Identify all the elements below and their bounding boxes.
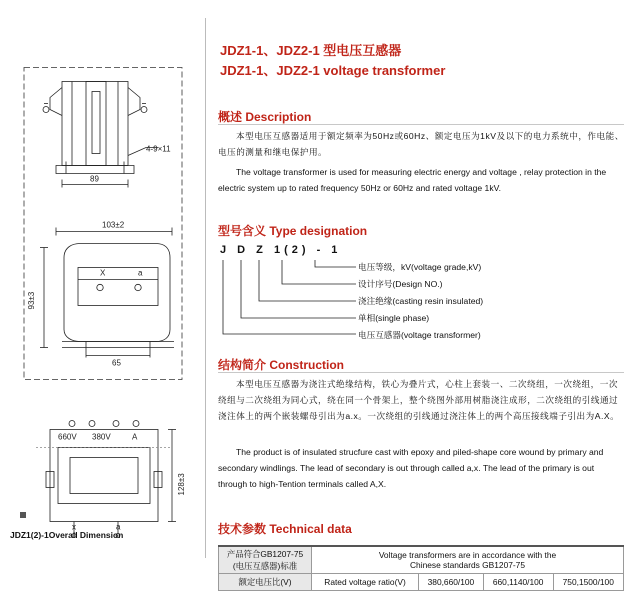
table-cell-sub-label: Rated voltage ratio(V): [312, 574, 419, 591]
dim-width-65: 65: [112, 358, 121, 368]
terminal-label-a: a: [138, 268, 143, 278]
dim-length-128: 128±3: [177, 473, 186, 496]
table-cell-value: 380,660/100: [419, 574, 484, 591]
side-view-drawing: [43, 82, 158, 188]
type-item-voltage-grade: 电压等级，kV(voltage grade,kV): [358, 262, 482, 272]
type-item-casting: 浇注绝缘(casting resin insulated): [358, 296, 484, 306]
table-cell-label: 额定电压比(V): [219, 574, 312, 591]
bottom-label-x: x: [72, 522, 76, 532]
dim-width-103: 103±2: [102, 220, 125, 230]
caption-bullet-icon: [20, 512, 26, 518]
table-row: [219, 574, 624, 591]
dim-width-89: 89: [90, 174, 99, 184]
type-item-single-phase: 单相(single phase): [358, 313, 430, 323]
type-code-leader-lines: [214, 250, 374, 346]
page-title-cn: JDZ1-1、JDZ2-1 型电压互感器: [220, 43, 402, 58]
technical-data-table: [218, 545, 624, 591]
type-item-vt: 电压互感器(voltage transformer): [358, 330, 481, 340]
description-text-en: The voltage transformer is used for measuring electric energy and voltage , relay protection in the electric system up to rated frequency 50Hz or 60Hz and rated voltage 1kV.: [218, 167, 607, 193]
type-code: J D Z 1(2) - 1: [220, 244, 342, 256]
dim-height-93: 93±3: [27, 291, 36, 310]
terminal-label-x: X: [100, 268, 106, 278]
dimension-drawings: [6, 6, 200, 589]
table-row: [219, 546, 624, 574]
front-view-drawing: [40, 228, 174, 358]
bottom-label-a: a: [116, 522, 121, 532]
type-item-design-no: 设计序号(Design NO.): [358, 279, 443, 289]
table-cell-label: 产品符合GB1207-75 (电压互感器)标准: [219, 546, 312, 574]
label-660v: 660V: [58, 432, 77, 442]
construction-text-cn: 本型电压互感器为浇注式绝缘结构，铁心为叠片式，心柱上套装一、二次绕组，一次绕组，一次绕组与二次绕组为同心式，绕在同一个骨架上，整个绕图外部用树脂浇注成形，二次绕组的引线通过浇注体上的两个嵌装螺母引出为a.x。一次绕组的引线通过浇注体上的两个高压接线端子引出为A.X。: [218, 379, 620, 421]
description-heading: 概述 Description: [218, 110, 312, 124]
label-terminal-A: A: [132, 432, 138, 442]
dim-mounting-holes: 4-9×11: [146, 144, 171, 154]
page-title-en: JDZ1-1、JDZ2-1 voltage transformer: [220, 63, 446, 78]
column-divider: [205, 18, 206, 558]
table-cell-value: Voltage transformers are in accordance with the Chinese standards GB1207-75: [312, 546, 624, 574]
label-380v: 380V: [92, 432, 111, 442]
drawing-caption: JDZ1(2)-1Overall Dimension: [10, 530, 124, 540]
technical-heading: 技术参数 Technical data: [218, 522, 352, 536]
table-cell-value: 660,1140/100: [483, 574, 553, 591]
construction-heading: 结构简介 Construction: [218, 358, 344, 372]
construction-text-en: The product is of insulated strucfure cast with epoxy and piled-shape core wound by primary and secondary windlings. The lead of secondary is out through called a,x. The lead of the primary is out through to high-Tention terminals called A,X.: [218, 447, 604, 489]
description-rule: [218, 124, 624, 125]
construction-rule: [218, 372, 624, 373]
description-text-cn: 本型电压互感器适用于额定频率为50Hz或60Hz、额定电压为1kV及以下的电力系统中，作电能、电压的测量和继电保护用。: [218, 131, 624, 157]
table-cell-value: 750,1500/100: [553, 574, 623, 591]
type-designation-heading: 型号含义 Type designation: [218, 224, 368, 238]
